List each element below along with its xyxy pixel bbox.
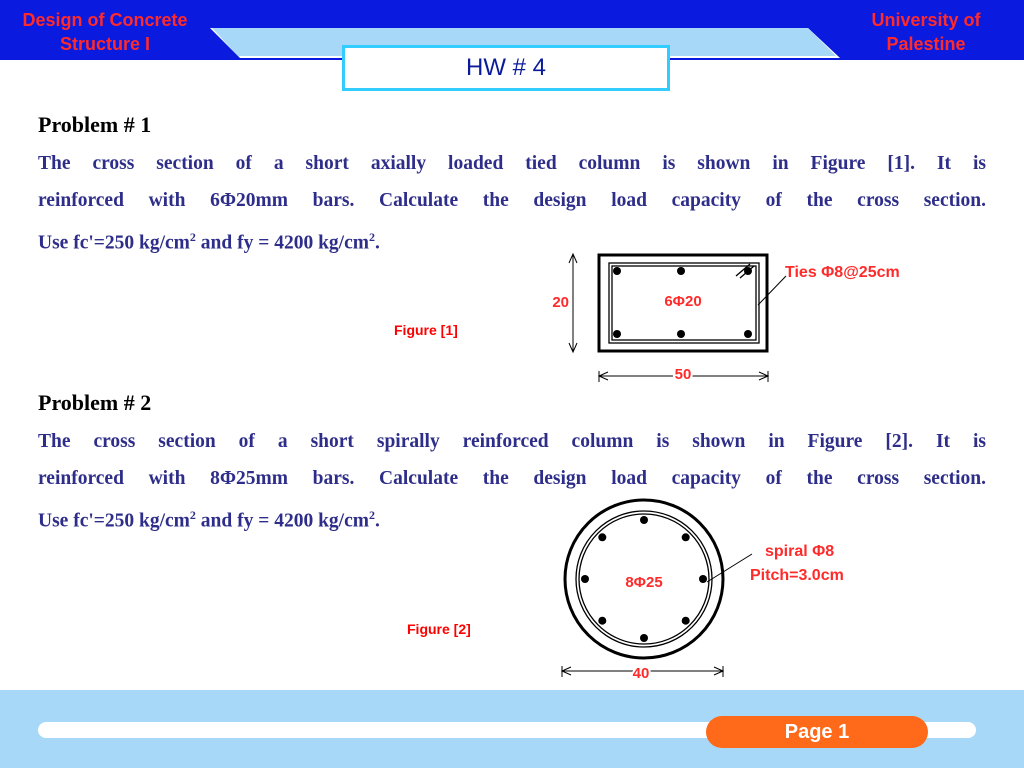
figure2-spiral-label: spiral Φ8 xyxy=(765,543,835,560)
problem1-sup1: 2 xyxy=(189,230,196,244)
course-title xyxy=(0,8,210,56)
university-name-line1: University of xyxy=(871,10,981,30)
figure2-caption: Figure [2] xyxy=(407,621,471,637)
problem1-line3-b: and fy = 4200 kg/cm xyxy=(195,232,370,254)
figure1-tied-column xyxy=(540,248,960,388)
rebar xyxy=(598,533,606,541)
problem1-line3-c: . xyxy=(375,232,380,254)
figure2-pitch-label: Pitch=3.0cm xyxy=(750,567,844,584)
rebar xyxy=(640,516,648,524)
rebar xyxy=(640,634,648,642)
university-name xyxy=(836,8,1016,56)
figure1-width-label: 50 xyxy=(674,366,692,383)
problem2-line3-b: and fy = 4200 kg/cm xyxy=(195,510,370,532)
figure1-caption: Figure [1] xyxy=(394,322,458,338)
university-name-line2: Palestine xyxy=(886,34,966,54)
problem2-line2: reinforced with 8Φ25mm bars. Calculate the design load capacity of the cross section. xyxy=(38,468,986,489)
problem2-heading: Problem # 2 xyxy=(38,390,152,415)
figure2-diameter-label: 40 xyxy=(632,665,650,682)
course-title-line1: Design of Concrete xyxy=(22,10,188,30)
figure2-spiral-column xyxy=(550,496,890,686)
figure1-ties-label: Ties Φ8@25cm xyxy=(785,264,900,281)
problem1-line3-a: Use fc'=250 kg/cm xyxy=(38,232,190,254)
problem2-line3-c: . xyxy=(375,510,380,532)
problem1-heading: Problem # 1 xyxy=(38,112,152,137)
course-title-line2: Structure I xyxy=(59,34,151,54)
rebar xyxy=(699,575,707,583)
problem2-sup2: 2 xyxy=(369,508,376,522)
rebar xyxy=(677,267,685,275)
rebar xyxy=(581,575,589,583)
problem1-sup2: 2 xyxy=(369,230,376,244)
figure1-height-label: 20 xyxy=(552,294,569,311)
rebar xyxy=(613,267,621,275)
rebar xyxy=(677,330,685,338)
rebar xyxy=(744,330,752,338)
rebar xyxy=(682,617,690,625)
problem1-line1: The cross section of a short axially loaded tied column is shown in Figure [1]. It is xyxy=(38,153,986,174)
rebar xyxy=(598,617,606,625)
figure2-bars-label: 8Φ25 xyxy=(625,574,663,591)
problem2-line3-a: Use fc'=250 kg/cm xyxy=(38,510,190,532)
rebar xyxy=(682,533,690,541)
page-title: HW # 4 xyxy=(342,45,670,91)
rebar xyxy=(744,267,752,275)
rebar xyxy=(613,330,621,338)
page-number-badge: Page 1 xyxy=(706,716,928,748)
figure1-bars-label: 6Φ20 xyxy=(664,293,702,310)
problem2-line1: The cross section of a short spirally reinforced column is shown in Figure [2]. It is xyxy=(38,431,986,452)
problem2-sup1: 2 xyxy=(189,508,196,522)
problem1-line2: reinforced with 6Φ20mm bars. Calculate the design load capacity of the cross section. xyxy=(38,190,986,211)
problem1-text xyxy=(38,145,986,256)
